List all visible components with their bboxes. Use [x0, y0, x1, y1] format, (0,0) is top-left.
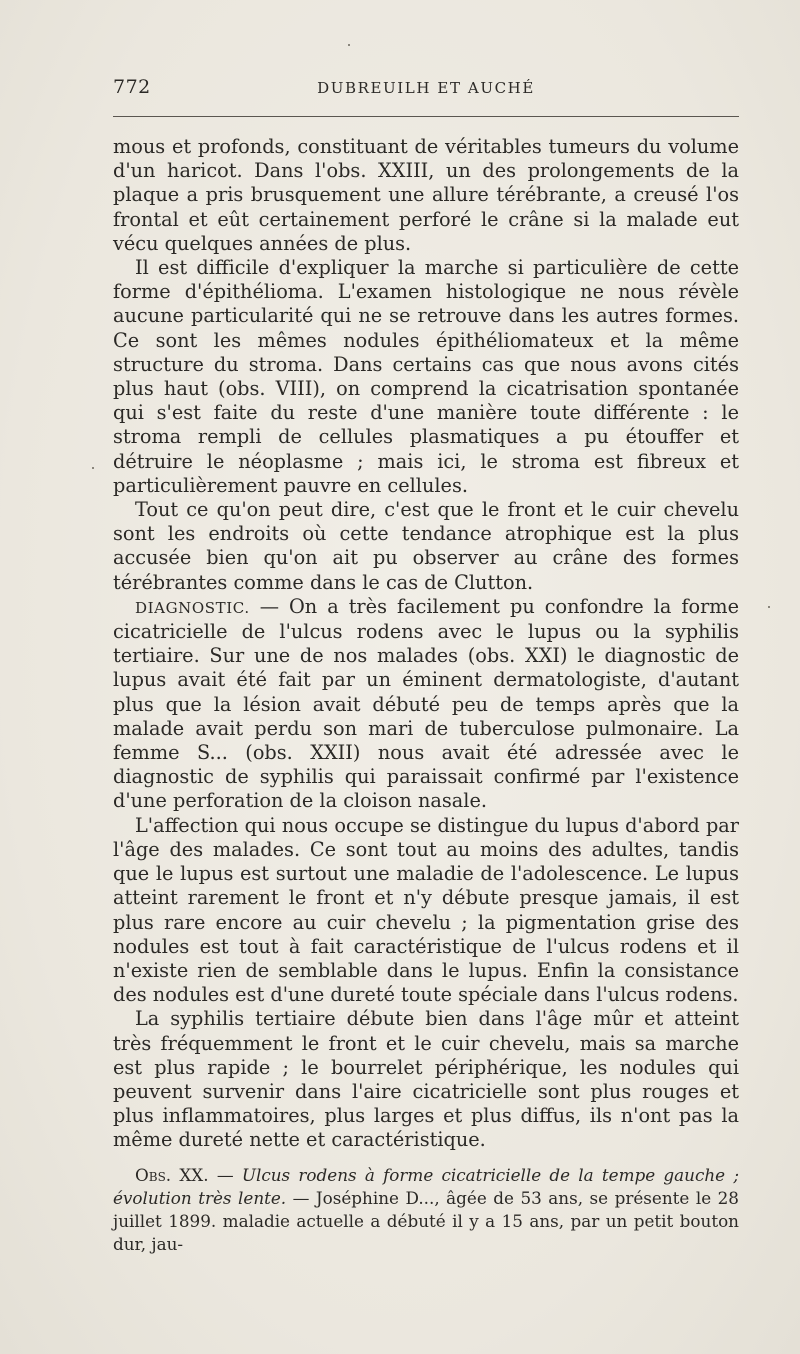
header-rule: [113, 116, 739, 117]
paragraph: [113, 498, 739, 595]
paragraph-diagnostic: [113, 595, 739, 814]
paper-speck: [768, 606, 770, 608]
observation-label: Obs. XX.: [135, 1165, 209, 1185]
paragraph-text: — On a très facilement pu confondre la forme cicatricielle de l'ulcus rodens avec le lupus ou la syphilis tertiaire. Sur une de nos malades (obs. XXI) le diagnostic de lupus avait été fait par un éminent dermatologiste, d'autant plus que la lésion avait débuté peu de temps après que la malade avait perdu son mari de tuberculose pulmonaire. La femme S... (obs. XXII) nous avait été adressée avec le diagnostic de syphilis qui paraissait confirmé par l'existence d'une perforation de la cloison nasale.: [113, 594, 739, 813]
paragraph: [113, 256, 739, 498]
paragraph-text: Il est difficile d'expliquer la marche si particulière de cette forme d'épithélioma. L'examen histologique ne nous révèle aucune particularité qui ne se retrouve dans les autres formes. Ce sont les mêmes nodules épithéliomateux et la même structure du stroma. Dans certains cas que nous avons cités plus haut (obs. VIII), on comprend la cicatrisation spontanée qui s'est faite du reste d'une manière toute différente : le stroma rempli de cellules plasmatiques a pu étouffer et détruire le néoplasme ; mais ici, le stroma est fibreux et particulièrement pauvre en cellules.: [113, 256, 739, 497]
paragraph: [113, 814, 739, 1008]
paragraph-text: La syphilis tertiaire débute bien dans l'âge mûr et atteint très fréquemment le front et le cuir chevelu, mais sa marche est plus rapide ; le bourrelet périphérique, les nodules qui peuvent survenir dans l'aire cicatricielle sont plus rouges et plus inflammatoires, plus larges et plus diffus, ils n'ont pas la même dureté nette et caractéristique.: [113, 1007, 739, 1152]
paper-speck: [92, 467, 94, 469]
section-lead-diagnostic: DIAGNOSTIC.: [135, 598, 250, 617]
running-title: DUBREUILH ET AUCHÉ: [317, 79, 535, 97]
paragraph-text: Tout ce qu'on peut dire, c'est que le front et le cuir chevelu sont les endroits où cette tendance atrophique est la plus accusée bien qu'on ait pu observer au crâne des formes térébrantes comme dans le cas de Clutton.: [113, 498, 739, 594]
observation-block: [113, 1164, 739, 1256]
paragraph-continued: [113, 135, 739, 256]
page-number: 772: [113, 76, 151, 98]
body-text: [113, 135, 739, 1153]
paragraph-text: L'affection qui nous occupe se distingue du lupus d'abord par l'âge des malades. Ce sont tout au moins des adultes, tandis que le lupus est surtout une maladie de l'adolescence. Le lupus atteint rarement le front et n'y débute presque jamais, il est plus rare encore au cuir chevelu ; la pigmentation grise des nodules est tout à fait caractéristique de l'ulcus rodens et il n'existe rien de semblable dans le lupus. Enfin la consistance des nodules est d'une dureté toute spéciale dans l'ulcus rodens.: [113, 813, 739, 1007]
paragraph-text: mous et profonds, constituant de véritables tumeurs du volume d'un haricot. Dans l'obs. XXIII, un des prolongements de la plaque a pris brusquement une allure térébrante, a creusé l'os frontal et eût certainement perforé le crâne si la malade eut vécu quelques années de plus.: [113, 135, 739, 255]
paper-speck: [348, 44, 350, 46]
observation-text: — Joséphine D..., âgée de 53 ans, se présente le 28 juillet 1899. maladie actuelle a débuté il y a 15 ans, par un petit bouton dur, jau-: [113, 1188, 739, 1254]
observation-dash: —: [208, 1165, 242, 1185]
page-header: [113, 76, 739, 102]
observation-title: Ulcus rodens à forme cicatricielle de la tempe gauche ; évolution très lente.: [113, 1165, 739, 1208]
paragraph: [113, 1007, 739, 1152]
observation-paragraph: [113, 1164, 739, 1256]
